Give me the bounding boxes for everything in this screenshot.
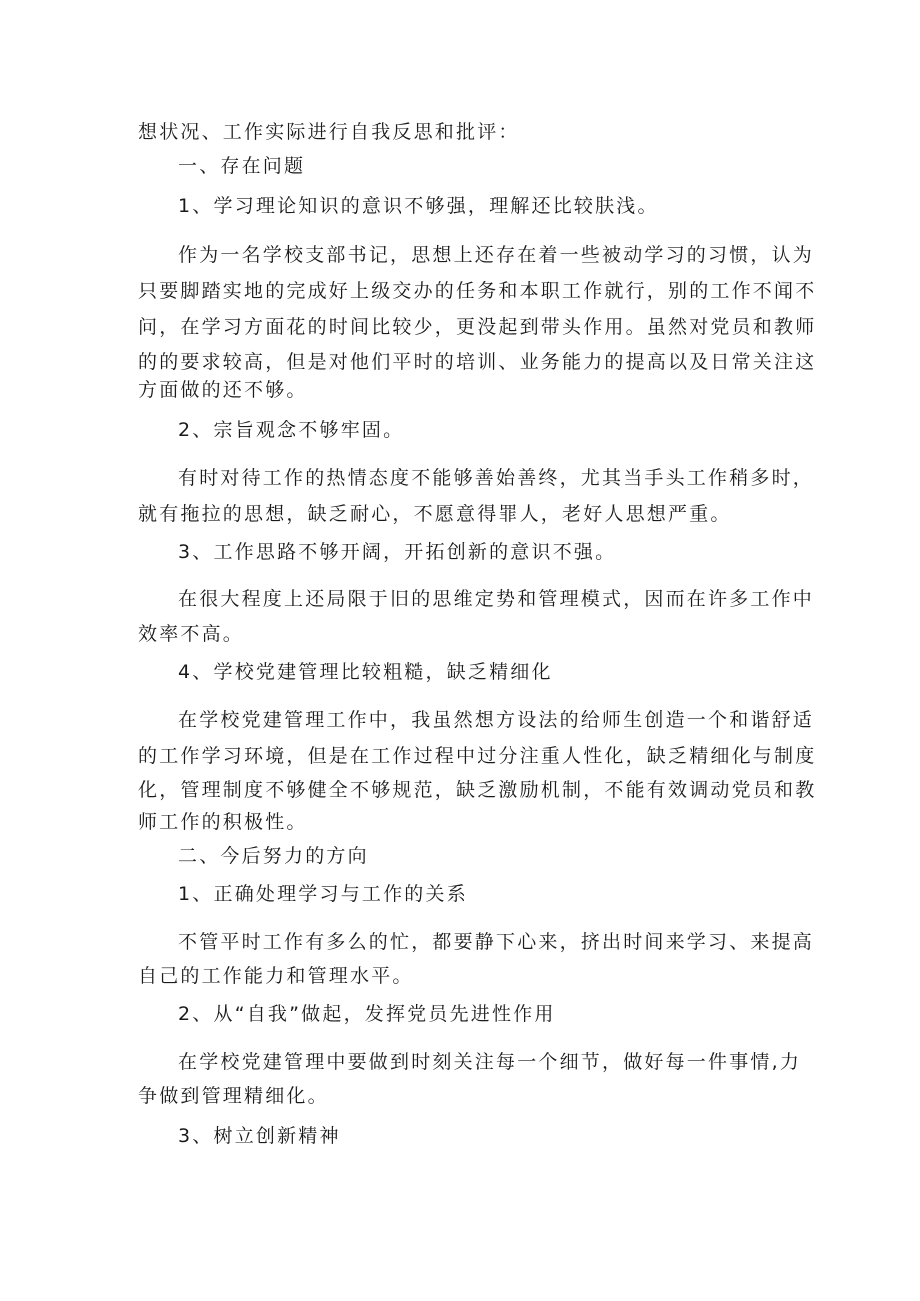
paragraph-line: 有时对待工作的热情态度不能够善始善终，尤其当手头工作稍多时， bbox=[178, 467, 815, 489]
paragraph-line: 化，管理制度不够健全不够规范，缺乏激励机制，不能有效调动党员和教 bbox=[138, 779, 817, 801]
paragraph-line: 师工作的积极性。 bbox=[138, 811, 308, 833]
paragraph-line: 在学校党建管理工作中，我虽然想方设法的给师生创造一个和谐舒适 bbox=[178, 709, 815, 731]
subheading-2: 2、宗旨观念不够牢固。 bbox=[178, 419, 405, 441]
paragraph-line: 争做到管理精细化。 bbox=[138, 1085, 329, 1107]
paragraph-line: 方面做的还不够。 bbox=[138, 379, 308, 401]
paragraph-line: 的的要求较高，但是对他们平时的培训、业务能力的提高以及日常关注这 bbox=[138, 351, 817, 373]
subheading-3: 3、树立创新精神 bbox=[178, 1125, 341, 1147]
paragraph-line: 不管平时工作有多么的忙，都要静下心来，挤出时间来学习、来提高 bbox=[178, 931, 815, 953]
paragraph-line: 效率不高。 bbox=[138, 623, 245, 645]
paragraph-line: 自己的工作能力和管理水平。 bbox=[138, 965, 414, 987]
paragraph-line: 在很大程度上还局限于旧的思维定势和管理模式，因而在许多工作中 bbox=[178, 588, 815, 610]
text-line-1: 想状况、工作实际进行自我反思和批评： bbox=[138, 121, 520, 143]
subheading-1: 1、正确处理学习与工作的关系 bbox=[178, 883, 468, 905]
paragraph-line: 作为一名学校支部书记，思想上还存在着一些被动学习的习惯，认为 bbox=[178, 244, 815, 266]
paragraph-line: 只要脚踏实地的完成好上级交办的任务和本职工作就行，别的工作不闻不 bbox=[138, 280, 817, 302]
paragraph-line: 的工作学习环境，但是在工作过程中过分注重人性化，缺乏精细化与制度 bbox=[138, 745, 817, 767]
paragraph-line: 在学校党建管理中要做到时刻关注每一个细节，做好每一件事情,力 bbox=[178, 1051, 802, 1073]
subheading-4: 4、学校党建管理比较粗糙，缺乏精细化 bbox=[178, 661, 553, 683]
paragraph-line: 问，在学习方面花的时间比较少，更没起到带头作用。虽然对党员和教师 bbox=[138, 316, 817, 338]
subheading-1: 1、学习理论知识的意识不够强，理解还比较肤浅。 bbox=[178, 195, 659, 217]
subheading-2: 2、从“自我”做起，发挥党员先进性作用 bbox=[178, 1003, 556, 1025]
section-heading-directions: 二、今后努力的方向 bbox=[178, 845, 369, 867]
section-heading-problems: 一、存在问题 bbox=[178, 155, 306, 177]
paragraph-line: 就有拖拉的思想，缺乏耐心，不愿意得罪人，老好人思想严重。 bbox=[138, 503, 732, 525]
subheading-3: 3、工作思路不够开阔，开拓创新的意识不强。 bbox=[178, 541, 617, 563]
